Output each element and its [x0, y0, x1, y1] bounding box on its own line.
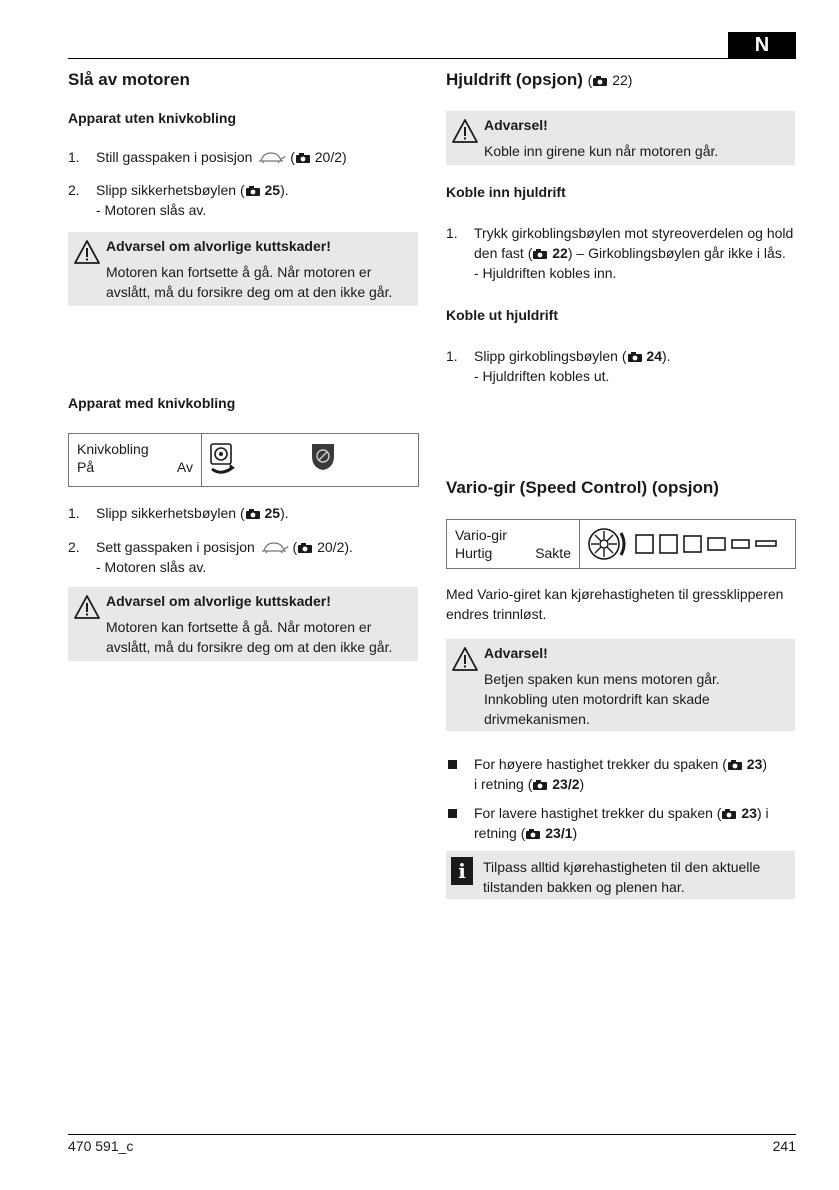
blade-clutch-label-cell — [69, 434, 202, 486]
warning-line: Betjen spaken kun mens motoren går. — [484, 671, 720, 687]
figure-ref: 25 — [264, 505, 281, 521]
step-text: Slipp sikkerhetsbøylen ( — [96, 182, 245, 198]
blade-clutch-table — [68, 433, 419, 487]
warning-line: avslått, må du forsikre deg om at den ikke går. — [106, 639, 393, 655]
figure-ref: 22 — [552, 245, 568, 261]
figure-ref-icon — [246, 186, 260, 196]
bullet-line — [474, 774, 767, 794]
vario-icons-cell — [580, 520, 795, 568]
info-line: Tilpass alltid kjørehastigheten til den aktuelle — [483, 859, 761, 875]
figure-ref-icon — [628, 352, 642, 362]
warning-line: drivmekanismen. — [484, 711, 590, 727]
warning-triangle-icon — [452, 647, 478, 671]
blade-clutch-off-icon — [308, 442, 338, 472]
figure-ref-icon — [593, 76, 607, 86]
warning-line: avslått, må du forsikre deg om at den ikke går. — [106, 284, 393, 300]
figure-ref: 23/1 — [545, 825, 573, 841]
figure-ref: 23 — [741, 805, 757, 821]
paragraph-line: endres trinnløst. — [446, 606, 547, 622]
step-1: 1. Still gasspaken i posisjon ( 20/2) — [68, 149, 347, 165]
subheading-engage-drive: Koble inn hjuldrift — [446, 184, 566, 200]
step-2b: 2. Sett gasspaken i posisjon ( 20/2). - Motoren slås av. — [68, 539, 353, 575]
subheading-without-blade-clutch: Apparat uten knivkobling — [68, 110, 237, 126]
doc-number: 470 591_c — [68, 1138, 134, 1154]
step-number: 1. — [68, 149, 80, 165]
bullet-line — [474, 823, 769, 843]
step-result: - Motoren slås av. — [96, 202, 207, 218]
figure-ref: 20/2). — [317, 539, 353, 555]
language-code: N — [754, 34, 770, 56]
warning-line: Motoren kan fortsette å gå. Når motoren er — [106, 619, 372, 635]
warning-box-2 — [68, 587, 418, 661]
vario-description — [446, 584, 783, 624]
warning-line: Innkobling uten motordrift kan skade — [484, 691, 710, 707]
info-box — [446, 851, 795, 899]
bullet-square-icon — [448, 760, 457, 769]
bullet-text: For lavere hastighet trekker du spaken ( — [474, 805, 722, 821]
header-rule — [68, 58, 796, 59]
step-text-end: ). — [280, 182, 289, 198]
paragraph-line: Med Vario-giret kan kjørehastigheten til gressklipperen — [446, 586, 784, 602]
figure-ref-icon — [296, 153, 310, 163]
figure-ref-icon — [526, 829, 540, 839]
warning-triangle-icon — [452, 119, 478, 143]
figure-ref: 22) — [612, 72, 633, 88]
warning-box-1 — [68, 232, 418, 306]
step-number: 1. — [68, 505, 80, 521]
step-number: 1. — [446, 225, 458, 241]
figure-ref-icon — [533, 249, 547, 259]
step-text: den fast ( — [474, 245, 533, 261]
speed-scale-icon — [586, 525, 796, 563]
step-text-end: ). — [662, 348, 671, 364]
figure-ref-icon — [728, 760, 742, 770]
warning-text — [106, 617, 392, 657]
section-title-vario-gear: Vario-gir (Speed Control) (opsjon) — [446, 478, 719, 497]
subheading-disengage-drive: Koble ut hjuldrift — [446, 307, 558, 323]
figure-ref: 20/2) — [314, 149, 347, 165]
bullet-text-end: ) i — [756, 805, 769, 821]
blade-clutch-on-icon — [208, 442, 242, 480]
step-text-end: ) – Girkoblingsbøylen går ikke i lås. — [567, 245, 786, 261]
bullet-line — [474, 754, 767, 774]
warning-title: Advarsel om alvorlige kuttskader! — [106, 593, 331, 609]
warning-box-4 — [446, 639, 795, 731]
step-number: 2. — [68, 182, 80, 198]
figure-ref: 23 — [746, 756, 763, 772]
step-disengage — [446, 346, 786, 388]
bullet-text: i retning ( — [474, 776, 533, 792]
step-text-line2 — [474, 243, 793, 263]
warning-text — [106, 262, 392, 302]
step-number: 2. — [68, 539, 80, 555]
step-text: Trykk girkoblingsbøylen mot styreoverdelen og hold — [474, 225, 794, 241]
step-result: - Motoren slås av. — [96, 559, 207, 575]
step-2 — [68, 180, 408, 222]
footer-rule — [68, 1134, 796, 1135]
section-title-wheel-drive: Hjuldrift (opsjon) ( 22) — [446, 70, 633, 89]
speed-slow: Sakte — [535, 545, 571, 561]
step-text: Slipp girkoblingsbøylen ( — [474, 348, 627, 364]
figure-ref: 24 — [646, 348, 662, 364]
warning-text — [484, 669, 720, 729]
step-text-end: ). — [280, 505, 289, 521]
step-number: 1. — [446, 348, 458, 364]
step-1b — [68, 503, 408, 523]
throttle-slow-icon — [256, 150, 286, 164]
blade-clutch-states — [77, 458, 193, 476]
bullet-text-end: ) — [572, 825, 578, 841]
bullet-text: retning ( — [474, 825, 526, 841]
warning-text: Koble inn girene kun når motoren går. — [484, 143, 719, 159]
throttle-slow-icon — [259, 540, 289, 554]
step-text: Slipp sikkerhetsbøylen ( — [96, 505, 245, 521]
blade-clutch-icons-cell — [202, 434, 418, 486]
warning-title: Advarsel! — [484, 645, 548, 661]
warning-line: Motoren kan fortsette å gå. Når motoren er — [106, 264, 372, 280]
step-text: Sett gasspaken i posisjon — [96, 539, 255, 555]
subheading-with-blade-clutch: Apparat med knivkobling — [68, 395, 236, 411]
figure-ref-icon — [722, 809, 736, 819]
title-text: Hjuldrift (opsjon) — [446, 70, 583, 89]
figure-ref-icon — [298, 543, 312, 553]
vario-label-cell — [447, 520, 580, 568]
figure-ref: 25 — [264, 182, 281, 198]
info-icon: i — [451, 857, 473, 885]
state-on: På — [77, 459, 95, 475]
info-line: tilstanden bakken og plenen har. — [483, 879, 685, 895]
bullet-text: For høyere hastighet trekker du spaken ( — [474, 756, 727, 772]
bullet-slower — [446, 803, 786, 845]
bullet-text-end: ) — [762, 756, 768, 772]
step-result: - Hjuldriften kobles ut. — [474, 368, 610, 384]
vario-states — [455, 544, 571, 562]
vario-label: Vario-gir — [455, 527, 507, 543]
warning-box-3 — [446, 111, 795, 165]
step-text: Still gasspaken i posisjon — [96, 149, 253, 165]
state-off: Av — [176, 459, 193, 475]
warning-title: Advarsel! — [484, 117, 548, 133]
section-title-engine-off: Slå av motoren — [68, 70, 190, 89]
bullet-text-end: ) — [579, 776, 585, 792]
step-result: - Hjuldriften kobles inn. — [474, 265, 617, 281]
language-tab — [728, 32, 796, 59]
warning-triangle-icon — [74, 240, 100, 264]
blade-clutch-label: Knivkobling — [77, 441, 149, 457]
step-engage — [446, 223, 796, 285]
bullet-faster — [446, 754, 786, 796]
speed-fast: Hurtig — [455, 545, 493, 561]
vario-gear-table — [446, 519, 796, 569]
page-number: 241 — [772, 1138, 796, 1154]
warning-title: Advarsel om alvorlige kuttskader! — [106, 238, 331, 254]
info-text — [483, 857, 760, 897]
figure-ref-icon — [533, 780, 547, 790]
warning-triangle-icon — [74, 595, 100, 619]
figure-ref-icon — [246, 509, 260, 519]
bullet-square-icon — [448, 809, 457, 818]
bullet-line — [474, 803, 769, 823]
figure-ref: 23/2 — [552, 776, 580, 792]
